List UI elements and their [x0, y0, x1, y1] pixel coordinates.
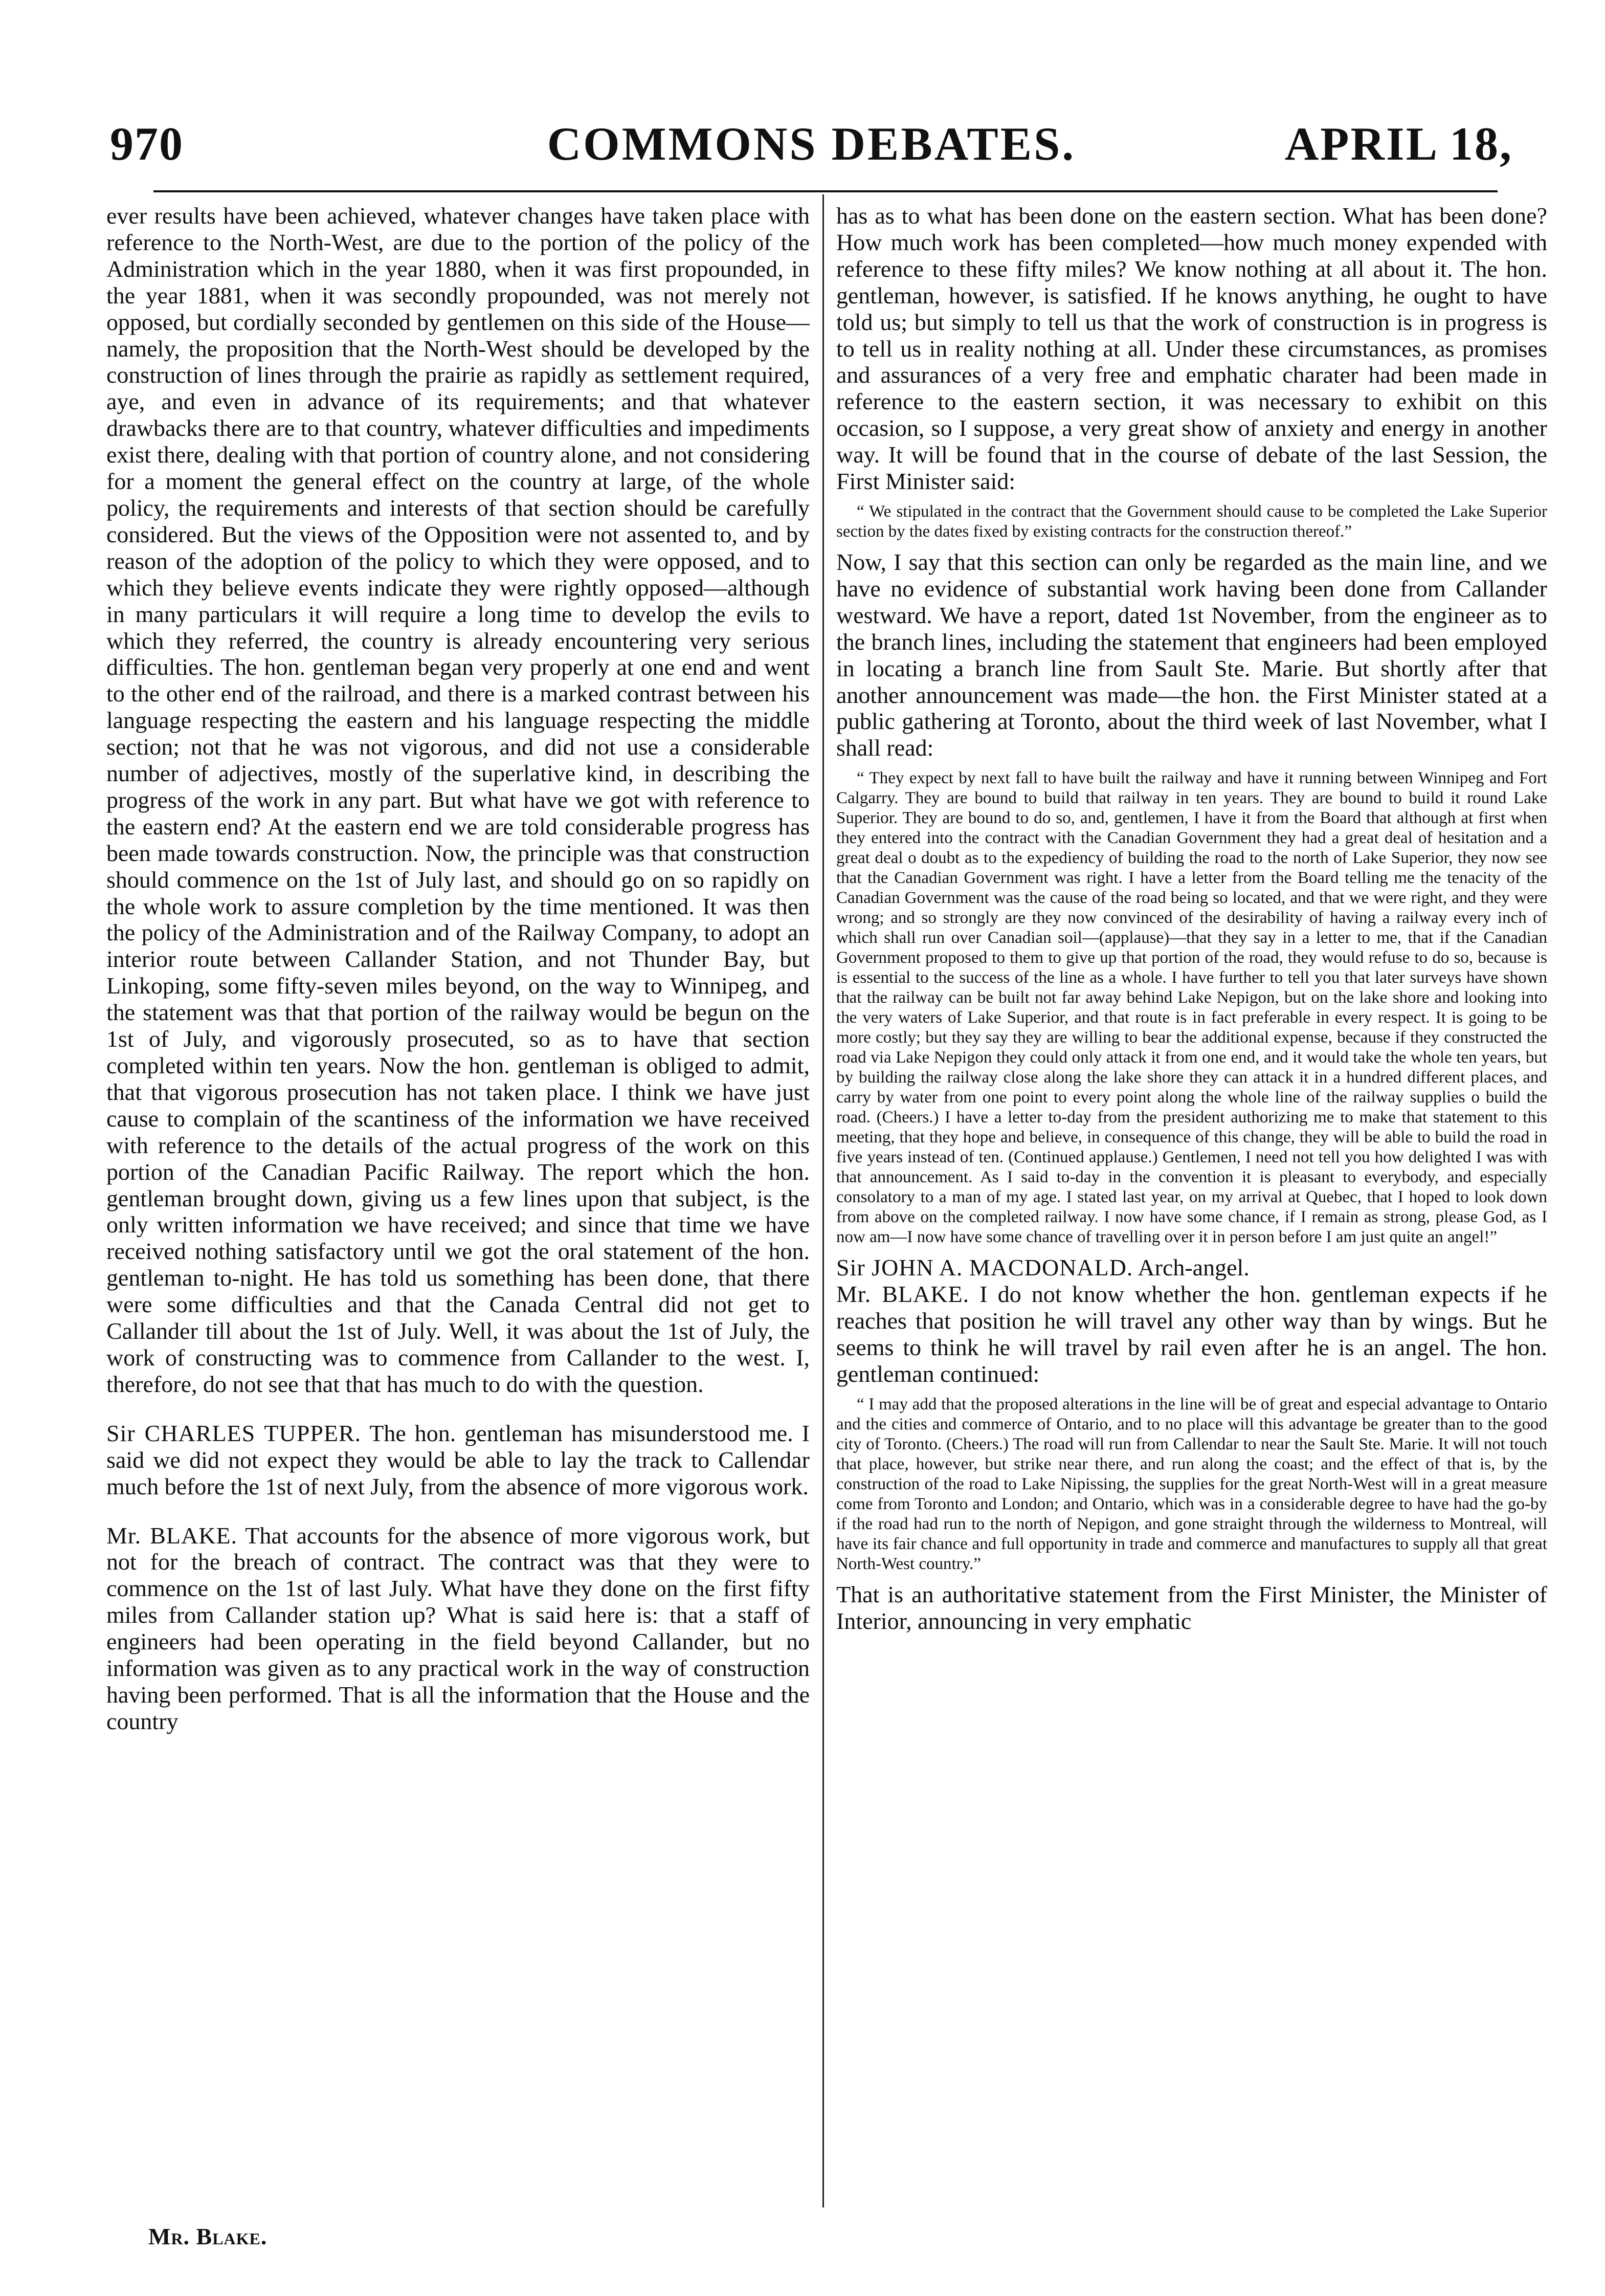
speech-paragraph — [106, 1420, 810, 1500]
left-column — [106, 203, 810, 2213]
paragraph: Now, I say that this section can only be regarded as the main line, and we have no evidence of substantial work having been done from Callander westward. We have a report, dated 1st November, from the engineer as to the branch lines, including the statement that engineers had been employed in locating a branch line from Sault Ste. Marie. But shortly after that another announcement was made—the hon. the First Minister stated at a public gathering at Toronto, about the third week of last November, what I shall read: — [836, 548, 1547, 761]
page-header — [110, 117, 1513, 173]
footer-speaker: Mr. Blake. — [148, 2223, 268, 2249]
paragraph: That is an authoritative statement from the First Minister, the Minister of Interior, announcing in very emphatic — [836, 1581, 1547, 1634]
speaker-name: Sir CHARLES TUPPER. — [106, 1420, 362, 1446]
paragraph: has as to what has been done on the eastern section. What has been done? How much work has been completed—how much money expended with reference to these fifty miles? We know nothing at all about it. The hon. gentleman, however, is satisfied. If he knows anything, he ought to have told us; but simply to tell us that the work of construction is in progress is to tell us in reality nothing at all. Under these circumstances, as promises and assurances of a very free and emphatic charater had been made in reference to the eastern section, it was necessary to exhibit on this occasion, so I suppose, a very great show of anxiety and energy in another way. It will be found that in the course of debate of the last Session, the First Minister said: — [836, 203, 1547, 495]
paragraph: ever results have been achieved, whatever changes have taken place with reference to the North-West, are due to the portion of the policy of the Administration which in the year 1880, when it was first propounded, in the year 1881, when it was secondly propounded, was not merely not opposed, but cordially seconded by gentlemen on this side of the House—namely, the proposition that the North-West should be developed by the construction of lines through the prairie as rapidly as settlement required, aye, and even in advance of its requirements; and that whatever drawbacks there are to that country, whatever difficulties and impediments exist there, dealing with that portion of country alone, and not considering for a moment the general effect on the country at large, of the whole policy, the requirements and interests of that section should be carefully considered. But the views of the Opposition were not assented to, and by reason of the adoption of the policy to which they were opposed, and to which they believe events indicate they were rightly opposed—although in many particulars it will require a long time to develop the evils to which they referred, the country is already encountering very serious difficulties. The hon. gentleman began very properly at one end and went to the other end of the railroad, and there is a marked contrast between his language respecting the eastern and his language respecting the middle section; not that he was not vigorous, and did not use a considerable number of adjectives, mostly of the superlative kind, in describing the progress of the work in any part. But what have we got with reference to the eastern end? At the eastern end we are told considerable progress has been made towards construction. Now, the principle was that construction should commence on the 1st of July last, and should go on so rapidly on the whole work to assure completion by the time mentioned. It was then the policy of the Administration and of the Railway Company, to adopt an interior route between Callander Station, and not Thunder Bay, but Linkoping, some fifty-seven miles beyond, on the way to Winnipeg, and the statement was that that portion of the railway would be begun on the 1st of July, and vigorously prosecuted, so as to have that section completed within ten years. Now the hon. gentleman is obliged to admit, that that vigorous prosecution has not taken place. I think we have just cause to complain of the scantiness of the information we have received with reference to the details of the actual progress of the work on this portion of the Canadian Pacific Railway. The report which the hon. gentleman brought down, giving us a few lines upon that subject, is the only written information we have received; and since that time we have received nothing satisfactory until we got the oral statement of the hon. gentleman to-night. He has told us something has been done, that there were some difficulties and that the Canada Central did not get to Callander till about the 1st of July. Well, it was about the 1st of July, the work of constructing was to commence from Callander to the west. I, therefore, do not see that that has much to do with the question. — [106, 203, 810, 1397]
header-date: APRIL 18, — [1284, 118, 1513, 170]
speaker-name: Sir JOHN A. MACDONALD. — [836, 1254, 1133, 1281]
quotation: “ I may add that the proposed alterations in the line will be of great and especial advantage to Ontario and the cities and commerce of Ontario, and to no place will this advantage be greater than to the good city of Toronto. (Cheers.) The road will run from Callendar to near the Sault Ste. Marie. It will not touch that place, however, but strike near there, and run along the coast; and the effect of that is, by the construction of the road to Lake Nipissing, the supplies for the great North-West will in a great measure come from Toronto and London; and Ontario, which was in a considerable degree to have had the go-by if the road had run to the north of Nepigon, and gone straight through the wilderness to Montreal, will have its fair chance and full opportunity in trade and commerce and manufactures to supply all that great North-West country.” — [836, 1395, 1547, 1573]
column-divider — [822, 194, 824, 2207]
right-column — [836, 203, 1547, 2213]
speech-paragraph — [836, 1254, 1547, 1281]
speaker-name: Mr. BLAKE. — [106, 1522, 238, 1549]
speech-paragraph — [836, 1281, 1547, 1387]
quotation: “ They expect by next fall to have built the railway and have it running between Winnipeg and Fort Calgarry. They are bound to build that railway in ten years. They are bound to build it round Lake Superior. They are bound to do so, and, gentlemen, I have it from the Board that although at first when they entered into the contract with the Canadian Government they had a great deal of hesitation and a great deal o doubt as to the expediency of building the road to the north of Lake Superior, they now see that the Canadian Government was right. I have a letter from the Board telling me the tenacity of the Canadian Government was the cause of the road being so located, and that we were right, and they were wrong; and so strongly are they now convinced of the desirability of having a railway every inch of which shall run over Canadian soil—(applause)—that they say in a letter to me, that if the Canadian Government proposed to them to give up that portion of the road, they would refuse to do so, because is is essential to the success of the line as a whole. I have further to tell you that later surveys have shown that the railway can be built not far away behind Lake Nepigon, but on the lake shore and looking into the very waters of Lake Superior, and that route is in fact preferable in every respect. It is going to be more costly; but they say they are willing to bear the additional expense, because if they constructed the road via Lake Nepigon they could only attack it from one end, and it would take the whole ten years, but by building the railway close along the lake shore they can attack it in a hundred different places, and carry by water from one point to every point along the whole line of the railway supplies o build the road. (Cheers.) I have a letter to-day from the president authorizing me to make that statement to this meeting, that they hope and believe, in consequence of this change, they will be able to build the road in five years instead of ten. (Continued applause.) Gentlemen, I need not tell you how delighted I was with that announcement. As I said to-day in the convention it is pleasant to everybody, and especially consolatory to a man of my age. I stated last year, on my arrival at Quebec, that I hoped to look down from above on the completed railway. I now have some chance, if I remain as strong, please God, as I now am—I now have some chance of travelling over it in person before I am just quite an angel!” — [836, 769, 1547, 1247]
speech-text: The hon. gentleman has misunderstood me. I said we did not expect they would be able to lay the track to Callendar much before the 1st of next July, from the absence of more vigorous work. — [106, 1420, 810, 1499]
quotation: “ We stipulated in the contract that the Government should cause to be completed the Lake Superior section by the dates fixed by existing contracts for the construction thereof.” — [836, 502, 1547, 541]
speaker-name: Mr. BLAKE. — [836, 1281, 970, 1308]
running-title: COMMONS DEBATES. — [547, 118, 1076, 170]
speech-text: Arch-angel. — [1133, 1254, 1250, 1281]
speech-paragraph — [106, 1522, 810, 1735]
speech-text: I do not know whether the hon. gentleman expects if he reaches that position he will travel any other way than by wings. But he seems to think he will travel by rail even after he is an angel. The hon. gentleman continued: — [836, 1281, 1547, 1387]
page-number: 970 — [110, 118, 184, 170]
speech-text: That accounts for the absence of more vigorous work, but not for the breach of contract. The contract was that they were to commence on the 1st of last July. What have they done on the first fifty miles from Callander station up? What is said here is: that a staff of engineers had been operating in the field beyond Callander, but no information was given as to any practical work in the way of construction having been performed. That is all the information that the House and the country — [106, 1522, 810, 1734]
header-rule — [153, 190, 1498, 192]
